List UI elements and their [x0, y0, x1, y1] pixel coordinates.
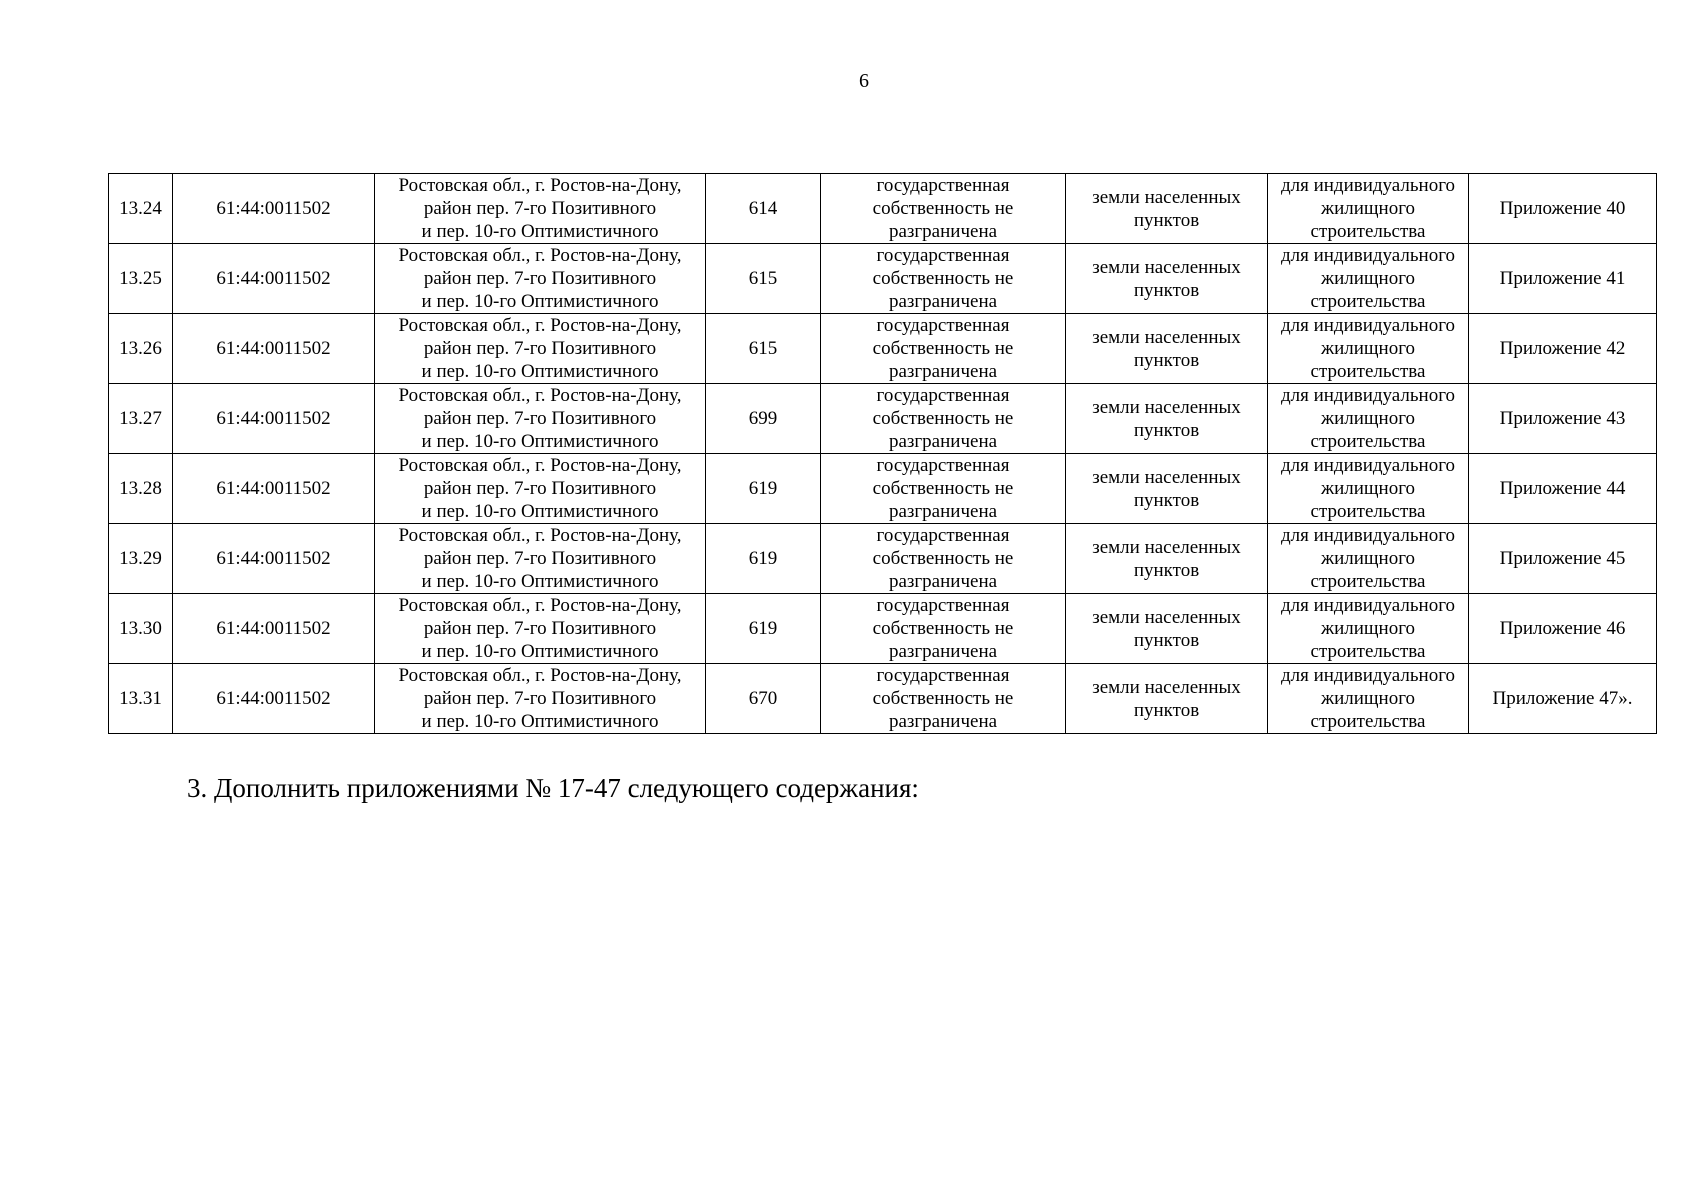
cell-line: разграничена: [888, 641, 998, 662]
address-cell: [375, 454, 706, 524]
page-number: 6: [859, 70, 869, 92]
table-row: [109, 314, 1657, 384]
cell-line: для индивидуального: [1280, 665, 1456, 686]
appendix-cell: Приложение 41: [1469, 244, 1657, 314]
cell-line: для индивидуального: [1280, 455, 1456, 476]
permitted-use-cell: [1268, 174, 1469, 244]
row-number-cell: 13.28: [109, 454, 173, 524]
cell-line: разграничена: [888, 501, 998, 522]
ownership-cell: [821, 524, 1066, 594]
row-number-cell: 13.24: [109, 174, 173, 244]
cell-line: государственная: [876, 315, 1010, 336]
cell-line: жилищного: [1320, 548, 1416, 569]
cell-line: строительства: [1310, 641, 1426, 662]
cell-line: Ростовская обл., г. Ростов-на-Дону,: [398, 245, 682, 266]
row-number-cell: 13.30: [109, 594, 173, 664]
cell-line: земли населенных: [1092, 326, 1241, 348]
cell-line: Ростовская обл., г. Ростов-на-Дону,: [398, 175, 682, 196]
cell-line: собственность не: [872, 548, 1014, 569]
area-cell: 619: [706, 594, 821, 664]
cell-line: район пер. 7-го Позитивного: [423, 478, 657, 499]
cell-line: разграничена: [888, 431, 998, 452]
cell-line: строительства: [1310, 361, 1426, 382]
cell-line: и пер. 10-го Оптимистичного: [421, 291, 659, 312]
table-row: [109, 664, 1657, 734]
land-category-cell: [1066, 664, 1268, 734]
ownership-cell: [821, 594, 1066, 664]
cell-line: собственность не: [872, 618, 1014, 639]
ownership-cell: [821, 244, 1066, 314]
appendix-cell: Приложение 47».: [1469, 664, 1657, 734]
land-category-cell: [1066, 454, 1268, 524]
cell-line: собственность не: [872, 338, 1014, 359]
cell-line: район пер. 7-го Позитивного: [423, 198, 657, 219]
cell-line: разграничена: [888, 711, 998, 732]
permitted-use-cell: [1268, 454, 1469, 524]
ownership-cell: [821, 174, 1066, 244]
cell-line: земли населенных: [1092, 396, 1241, 418]
address-cell: [375, 594, 706, 664]
ownership-cell: [821, 454, 1066, 524]
cell-line: государственная: [876, 175, 1010, 196]
area-cell: 699: [706, 384, 821, 454]
permitted-use-cell: [1268, 594, 1469, 664]
area-cell: 614: [706, 174, 821, 244]
land-category-cell: [1066, 384, 1268, 454]
row-number-cell: 13.25: [109, 244, 173, 314]
ownership-cell: [821, 384, 1066, 454]
cell-line: жилищного: [1320, 688, 1416, 709]
cadastral-quarter-cell: 61:44:0011502: [173, 384, 375, 454]
cell-line: район пер. 7-го Позитивного: [423, 408, 657, 429]
cell-line: строительства: [1310, 291, 1426, 312]
cell-line: пунктов: [1133, 699, 1200, 721]
appendix-cell: Приложение 44: [1469, 454, 1657, 524]
cell-line: пунктов: [1133, 209, 1200, 231]
cell-line: государственная: [876, 525, 1010, 546]
cell-line: земли населенных: [1092, 466, 1241, 488]
cell-line: разграничена: [888, 571, 998, 592]
cell-line: земли населенных: [1092, 256, 1241, 278]
table-row: [109, 174, 1657, 244]
cell-line: для индивидуального: [1280, 525, 1456, 546]
cell-line: жилищного: [1320, 338, 1416, 359]
address-cell: [375, 384, 706, 454]
cell-line: Ростовская обл., г. Ростов-на-Дону,: [398, 315, 682, 336]
cell-line: и пер. 10-го Оптимистичного: [421, 711, 659, 732]
cell-line: разграничена: [888, 221, 998, 242]
cell-line: для индивидуального: [1280, 385, 1456, 406]
cell-line: жилищного: [1320, 618, 1416, 639]
land-category-cell: [1066, 524, 1268, 594]
instruction-paragraph: 3. Дополнить приложениями № 17-47 следующего содержания:: [187, 773, 919, 803]
row-number-cell: 13.29: [109, 524, 173, 594]
cell-line: Ростовская обл., г. Ростов-на-Дону,: [398, 455, 682, 476]
table-body: [109, 174, 1657, 734]
cell-line: жилищного: [1320, 268, 1416, 289]
cell-line: и пер. 10-го Оптимистичного: [421, 571, 659, 592]
cell-line: земли населенных: [1092, 606, 1241, 628]
cell-line: Ростовская обл., г. Ростов-на-Дону,: [398, 385, 682, 406]
cell-line: район пер. 7-го Позитивного: [423, 618, 657, 639]
table-row: [109, 594, 1657, 664]
address-cell: [375, 524, 706, 594]
cell-line: собственность не: [872, 268, 1014, 289]
cell-line: район пер. 7-го Позитивного: [423, 268, 657, 289]
table-row: [109, 384, 1657, 454]
cell-line: жилищного: [1320, 198, 1416, 219]
cadastral-quarter-cell: 61:44:0011502: [173, 664, 375, 734]
area-cell: 619: [706, 524, 821, 594]
cell-line: государственная: [876, 245, 1010, 266]
cell-line: Ростовская обл., г. Ростов-на-Дону,: [398, 595, 682, 616]
cadastral-quarter-cell: 61:44:0011502: [173, 244, 375, 314]
cell-line: и пер. 10-го Оптимистичного: [421, 501, 659, 522]
row-number-cell: 13.27: [109, 384, 173, 454]
cell-line: пунктов: [1133, 629, 1200, 651]
cell-line: пунктов: [1133, 489, 1200, 511]
cell-line: строительства: [1310, 571, 1426, 592]
address-cell: [375, 664, 706, 734]
address-cell: [375, 174, 706, 244]
permitted-use-cell: [1268, 314, 1469, 384]
cell-line: земли населенных: [1092, 186, 1241, 208]
cadastral-quarter-cell: 61:44:0011502: [173, 454, 375, 524]
cell-line: пунктов: [1133, 349, 1200, 371]
appendix-cell: Приложение 42: [1469, 314, 1657, 384]
cell-line: для индивидуального: [1280, 595, 1456, 616]
cell-line: пунктов: [1133, 559, 1200, 581]
table-row: [109, 454, 1657, 524]
cell-line: строительства: [1310, 221, 1426, 242]
permitted-use-cell: [1268, 524, 1469, 594]
cell-line: разграничена: [888, 361, 998, 382]
area-cell: 615: [706, 314, 821, 384]
cell-line: и пер. 10-го Оптимистичного: [421, 221, 659, 242]
land-category-cell: [1066, 244, 1268, 314]
area-cell: 670: [706, 664, 821, 734]
row-number-cell: 13.31: [109, 664, 173, 734]
cell-line: район пер. 7-го Позитивного: [423, 338, 657, 359]
address-cell: [375, 244, 706, 314]
cell-line: и пер. 10-го Оптимистичного: [421, 431, 659, 452]
land-plots-table: [108, 173, 1657, 734]
cell-line: Ростовская обл., г. Ростов-на-Дону,: [398, 665, 682, 686]
cell-line: жилищного: [1320, 478, 1416, 499]
area-cell: 615: [706, 244, 821, 314]
cell-line: земли населенных: [1092, 536, 1241, 558]
cell-line: пунктов: [1133, 419, 1200, 441]
cell-line: государственная: [876, 665, 1010, 686]
land-category-cell: [1066, 314, 1268, 384]
address-cell: [375, 314, 706, 384]
cell-line: строительства: [1310, 431, 1426, 452]
cell-line: район пер. 7-го Позитивного: [423, 688, 657, 709]
appendix-cell: Приложение 40: [1469, 174, 1657, 244]
cell-line: Ростовская обл., г. Ростов-на-Дону,: [398, 525, 682, 546]
cell-line: строительства: [1310, 711, 1426, 732]
cell-line: государственная: [876, 455, 1010, 476]
cell-line: разграничена: [888, 291, 998, 312]
ownership-cell: [821, 314, 1066, 384]
cell-line: жилищного: [1320, 408, 1416, 429]
cell-line: земли населенных: [1092, 676, 1241, 698]
cell-line: для индивидуального: [1280, 175, 1456, 196]
cell-line: для индивидуального: [1280, 245, 1456, 266]
cell-line: пунктов: [1133, 279, 1200, 301]
area-cell: 619: [706, 454, 821, 524]
table-row: [109, 244, 1657, 314]
appendix-cell: Приложение 43: [1469, 384, 1657, 454]
cell-line: район пер. 7-го Позитивного: [423, 548, 657, 569]
appendix-cell: Приложение 45: [1469, 524, 1657, 594]
permitted-use-cell: [1268, 664, 1469, 734]
land-category-cell: [1066, 594, 1268, 664]
cadastral-quarter-cell: 61:44:0011502: [173, 594, 375, 664]
land-category-cell: [1066, 174, 1268, 244]
cell-line: государственная: [876, 385, 1010, 406]
permitted-use-cell: [1268, 384, 1469, 454]
cell-line: собственность не: [872, 408, 1014, 429]
cell-line: для индивидуального: [1280, 315, 1456, 336]
cell-line: государственная: [876, 595, 1010, 616]
cell-line: строительства: [1310, 501, 1426, 522]
cell-line: собственность не: [872, 198, 1014, 219]
cell-line: и пер. 10-го Оптимистичного: [421, 641, 659, 662]
cell-line: собственность не: [872, 478, 1014, 499]
cadastral-quarter-cell: 61:44:0011502: [173, 174, 375, 244]
ownership-cell: [821, 664, 1066, 734]
table-row: [109, 524, 1657, 594]
cadastral-quarter-cell: 61:44:0011502: [173, 314, 375, 384]
cadastral-quarter-cell: 61:44:0011502: [173, 524, 375, 594]
cell-line: собственность не: [872, 688, 1014, 709]
cell-line: и пер. 10-го Оптимистичного: [421, 361, 659, 382]
row-number-cell: 13.26: [109, 314, 173, 384]
appendix-cell: Приложение 46: [1469, 594, 1657, 664]
permitted-use-cell: [1268, 244, 1469, 314]
